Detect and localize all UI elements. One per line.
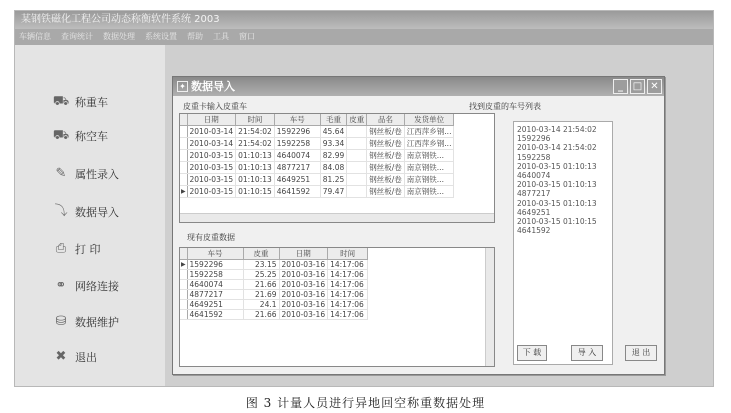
sidebar-item[interactable] (51, 346, 97, 368)
upper-table (180, 114, 454, 198)
table-cell: 21:54:02 (236, 126, 275, 138)
table-cell: 钢丝板/卷 (367, 138, 405, 150)
table-cell: 2010-03-15 (187, 150, 236, 162)
table-cell: 14:17:06 (328, 290, 368, 300)
table-row[interactable] (180, 290, 368, 300)
table-cell: 23.15 (243, 260, 279, 270)
table-cell: 南京钢铁... (404, 174, 454, 186)
row-selector[interactable] (180, 138, 187, 150)
import-icon: ⤵ (54, 204, 68, 219)
table-cell: 2010-03-16 (279, 310, 328, 320)
table-cell: 4641592 (187, 310, 243, 320)
upper-data-grid[interactable] (179, 113, 495, 223)
table-cell: 14:17:06 (328, 310, 368, 320)
edit-icon: ✎ (55, 166, 67, 181)
window-icon: ✦ (177, 81, 188, 92)
row-selector[interactable] (180, 310, 187, 320)
sidebar-item-label: 数据维护 (75, 316, 119, 329)
truck-icon: ⛟ (52, 94, 70, 109)
matched-car-list[interactable] (513, 121, 613, 365)
row-selector[interactable] (180, 280, 187, 290)
list-item[interactable]: 1592296 (517, 134, 551, 144)
close-button[interactable]: ✕ (647, 79, 662, 94)
column-header[interactable]: 毛重 (320, 114, 346, 126)
table-cell (347, 162, 367, 174)
database-icon: ⛁ (55, 314, 67, 329)
table-cell: 2010-03-16 (279, 300, 328, 310)
table-cell: 45.64 (320, 126, 346, 138)
table-cell: 2010-03-15 (187, 186, 236, 198)
table-cell: 4640074 (274, 150, 320, 162)
table-cell: 14:17:06 (328, 270, 368, 280)
column-header[interactable]: 皮重 (347, 114, 367, 126)
lower-vertical-scrollbar[interactable] (485, 248, 494, 367)
table-cell: 钢丝板/卷 (367, 126, 405, 138)
minimize-button[interactable]: _ (613, 79, 628, 94)
list-item[interactable]: 1592258 (517, 152, 551, 162)
column-header[interactable]: 皮重 (243, 248, 279, 260)
table-cell: 2010-03-16 (279, 260, 328, 270)
sidebar-item[interactable] (51, 163, 119, 185)
table-cell: 93.34 (320, 138, 346, 150)
app-title-bar: 某钢铁磁化工程公司动态称衡软件系统 2003 (15, 11, 713, 29)
menu-item[interactable]: 数据处理 (103, 32, 135, 41)
column-header[interactable]: 日期 (279, 248, 328, 260)
exit-icon: ✖ (55, 349, 67, 364)
table-cell: 钢丝板/卷 (367, 162, 405, 174)
table-cell: 1592258 (187, 270, 243, 280)
network-icon: ⚭ (55, 278, 67, 293)
list-item[interactable]: 4649251 (517, 207, 551, 217)
sidebar-item-label: 退出 (75, 351, 97, 364)
table-cell: 21.66 (243, 280, 279, 290)
sidebar (15, 45, 165, 387)
menu-item[interactable]: 查询统计 (61, 32, 93, 41)
column-header[interactable]: 时间 (328, 248, 368, 260)
column-header[interactable]: 车号 (274, 114, 320, 126)
table-cell: 南京钢铁... (404, 186, 454, 198)
table-cell: 2010-03-14 (187, 126, 236, 138)
table-row[interactable] (180, 300, 368, 310)
sidebar-item[interactable] (51, 275, 119, 297)
table-row[interactable] (180, 310, 368, 320)
list-item[interactable]: 2010-03-15 01:10:13 (517, 161, 597, 171)
table-cell: 21.66 (243, 310, 279, 320)
upper-grid-label: 皮重卡输入皮重车 (183, 102, 247, 111)
sidebar-item[interactable] (51, 311, 119, 333)
table-cell (347, 126, 367, 138)
table-row[interactable] (180, 150, 454, 162)
table-cell: 1592296 (187, 260, 243, 270)
table-cell: 江西萍乡钢... (404, 126, 454, 138)
table-cell: 01:10:13 (236, 162, 275, 174)
table-cell: 24.1 (243, 300, 279, 310)
list-item[interactable]: 4877217 (517, 189, 551, 199)
table-cell: 4649251 (187, 300, 243, 310)
list-item[interactable]: 4641592 (517, 226, 551, 236)
table-cell: 79.47 (320, 186, 346, 198)
table-cell: 4877217 (274, 162, 320, 174)
table-cell: 01:10:13 (236, 150, 275, 162)
table-cell: 14:17:06 (328, 280, 368, 290)
table-cell: 钢丝板/卷 (367, 186, 405, 198)
sidebar-item[interactable] (51, 201, 119, 223)
table-cell: 82.99 (320, 150, 346, 162)
row-selector[interactable] (180, 300, 187, 310)
column-header[interactable]: 日期 (187, 114, 236, 126)
table-cell: 2010-03-16 (279, 270, 328, 280)
column-header[interactable]: 车号 (187, 248, 243, 260)
table-row[interactable] (180, 162, 454, 174)
table-cell: 2010-03-16 (279, 290, 328, 300)
menu-item[interactable]: 工具 (213, 32, 229, 41)
table-cell: 4641592 (274, 186, 320, 198)
column-header[interactable]: 品名 (367, 114, 405, 126)
right-list-label: 找到皮重的车号列表 (469, 102, 541, 111)
lower-data-grid[interactable] (179, 247, 495, 367)
printer-icon: ⎙ (55, 241, 67, 256)
column-header[interactable]: 时间 (236, 114, 275, 126)
list-item[interactable]: 2010-03-15 01:10:13 (517, 198, 597, 208)
table-row[interactable] (180, 138, 454, 150)
menu-item[interactable]: 帮助 (187, 32, 203, 41)
table-row[interactable] (180, 260, 368, 270)
sidebar-item-label: 称空车 (75, 130, 108, 143)
sidebar-item-label: 网络连接 (75, 280, 119, 293)
table-cell: 21:54:02 (236, 138, 275, 150)
table-row[interactable] (180, 174, 454, 186)
data-import-dialog (172, 76, 665, 375)
table-row[interactable] (180, 126, 454, 138)
list-item[interactable]: 2010-03-14 21:54:02 (517, 125, 597, 134)
table-cell: 钢丝板/卷 (367, 150, 405, 162)
table-cell: 4877217 (187, 290, 243, 300)
row-selector[interactable]: ▶ (180, 186, 187, 198)
table-cell: 21.69 (243, 290, 279, 300)
sidebar-item-label: 属性录入 (75, 168, 119, 181)
table-cell: 2010-03-15 (187, 162, 236, 174)
table-row[interactable] (180, 280, 368, 290)
table-cell: 81.25 (320, 174, 346, 186)
table-cell (347, 186, 367, 198)
table-cell: 14:17:06 (328, 300, 368, 310)
table-cell (347, 150, 367, 162)
sidebar-item-label: 打 印 (75, 243, 101, 256)
dialog-title: 数据导入 (191, 80, 235, 93)
sidebar-item[interactable] (51, 238, 101, 260)
row-selector[interactable] (180, 162, 187, 174)
row-selector[interactable] (180, 126, 187, 138)
table-cell: 4649251 (274, 174, 320, 186)
menu-bar (15, 29, 713, 45)
table-cell: 84.08 (320, 162, 346, 174)
sidebar-item[interactable] (51, 91, 108, 113)
dialog-title-bar[interactable] (173, 77, 664, 96)
table-cell: 南京钢铁... (404, 150, 454, 162)
table-cell (347, 174, 367, 186)
table-cell: 2010-03-15 (187, 174, 236, 186)
sidebar-item-label: 数据导入 (75, 206, 119, 219)
table-cell: 4640074 (187, 280, 243, 290)
table-cell: 14:17:06 (328, 260, 368, 270)
truck-icon: ⛟ (52, 128, 70, 143)
column-header[interactable]: 发货单位 (404, 114, 454, 126)
table-cell (347, 138, 367, 150)
table-cell: 江西萍乡钢... (404, 138, 454, 150)
row-selector[interactable] (180, 290, 187, 300)
table-cell: 钢丝板/卷 (367, 174, 405, 186)
list-item[interactable]: 2010-03-14 21:54:02 (517, 143, 597, 153)
table-cell: 25.25 (243, 270, 279, 280)
sidebar-item[interactable] (51, 125, 108, 147)
maximize-button[interactable]: □ (630, 79, 645, 94)
row-selector[interactable]: ▶ (180, 261, 186, 268)
lower-grid-label: 现有皮重数据 (187, 233, 235, 242)
table-cell: 2010-03-16 (279, 280, 328, 290)
table-cell: 1592258 (274, 138, 320, 150)
row-selector[interactable] (180, 270, 187, 280)
row-selector[interactable] (180, 150, 187, 162)
sidebar-item-label: 称重车 (75, 96, 108, 109)
menu-item[interactable]: 系统设置 (145, 32, 177, 41)
table-cell: 01:10:13 (236, 174, 275, 186)
figure-caption: 图 3 计量人员进行异地回空称重数据处理 (245, 396, 486, 410)
row-selector[interactable] (180, 174, 187, 186)
list-item[interactable]: 4640074 (517, 171, 551, 181)
menu-item[interactable]: 窗口 (239, 32, 255, 41)
lower-table (180, 248, 368, 320)
list-item[interactable]: 2010-03-15 01:10:13 (517, 180, 597, 190)
table-cell: 南京钢铁... (404, 162, 454, 174)
exit-button[interactable]: 退 出 (625, 345, 657, 361)
table-row[interactable] (180, 270, 368, 280)
import-button[interactable]: 导 入 (571, 345, 603, 361)
table-cell: 01:10:15 (236, 186, 275, 198)
table-cell: 2010-03-14 (187, 138, 236, 150)
list-item[interactable]: 2010-03-15 01:10:15 (517, 217, 597, 227)
table-cell: 1592296 (274, 126, 320, 138)
menu-item[interactable]: 车辆信息 (19, 32, 51, 41)
download-button[interactable]: 下 载 (517, 345, 547, 361)
table-row[interactable] (180, 186, 454, 198)
upper-horizontal-scrollbar[interactable] (180, 213, 495, 222)
